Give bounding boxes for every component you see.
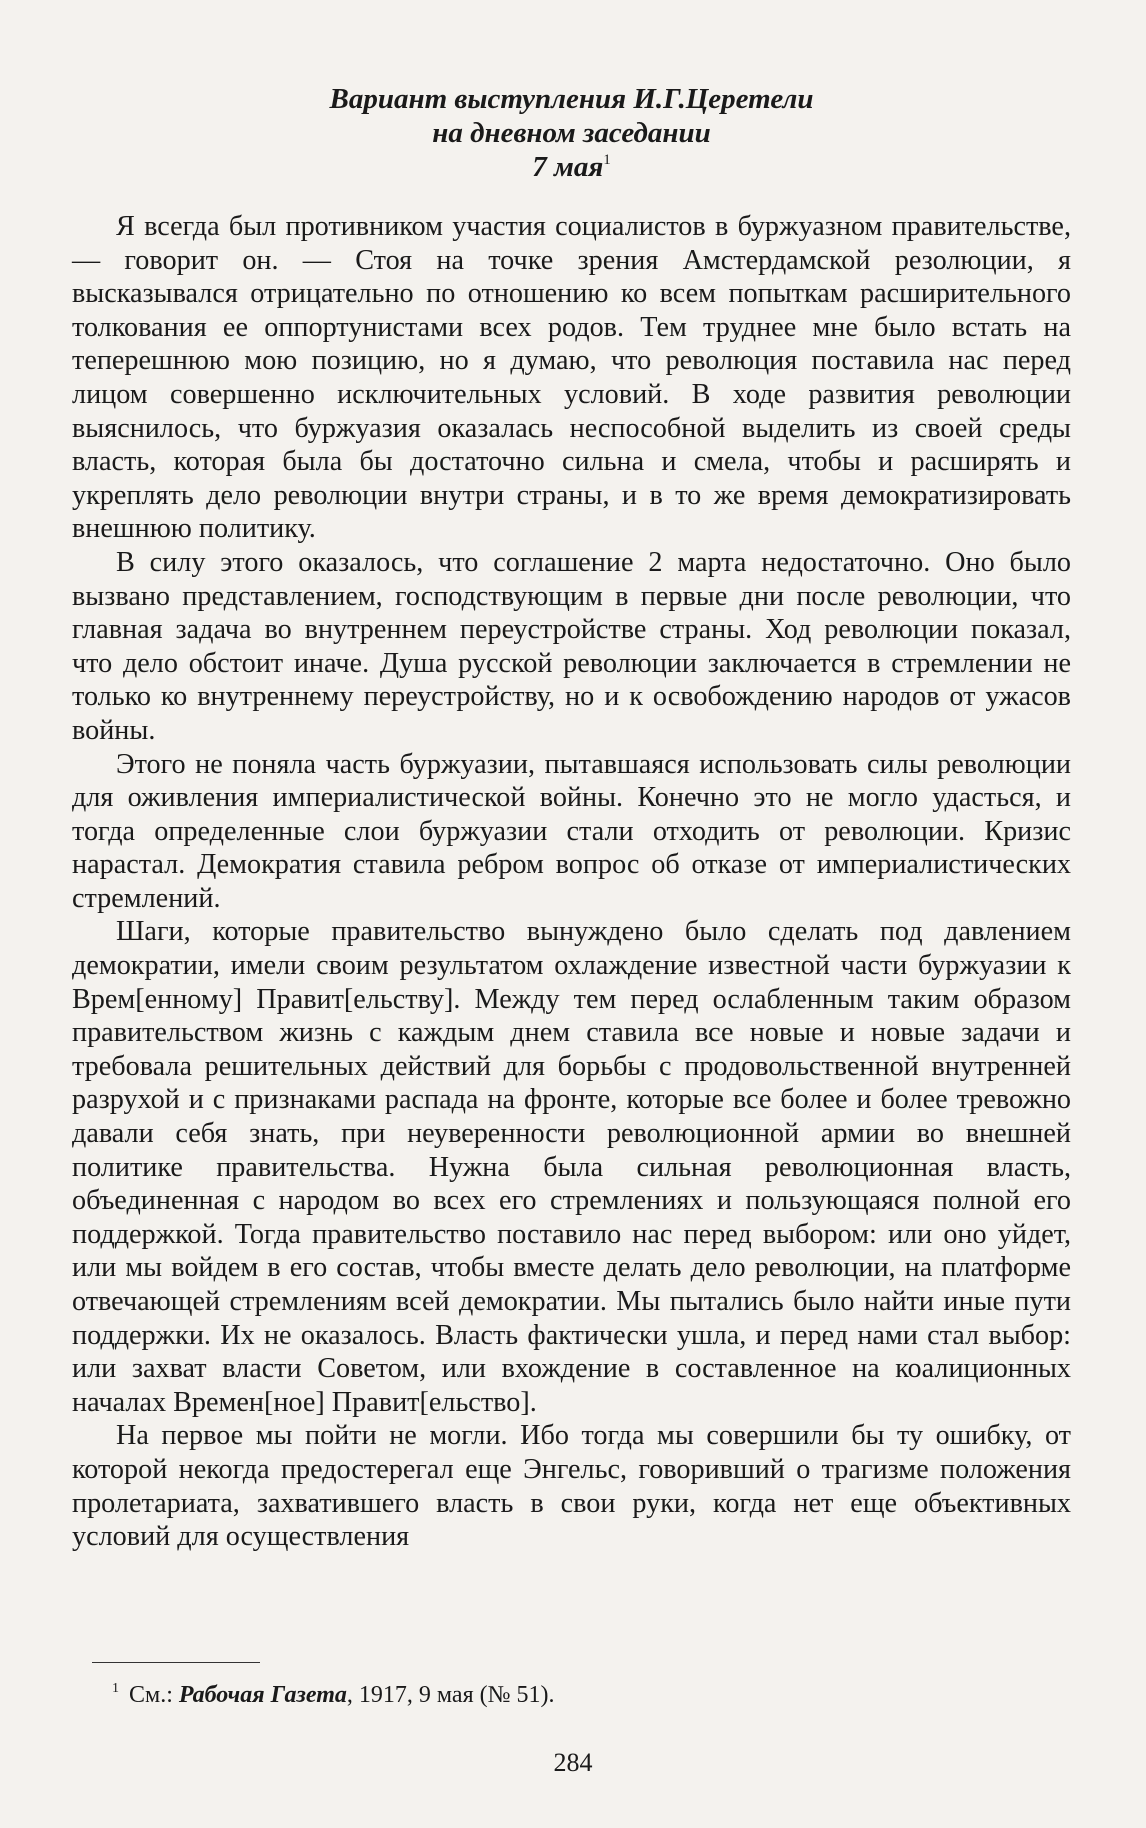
footnote bbox=[112, 1680, 555, 1710]
footnote-prefix: См.: bbox=[129, 1682, 179, 1708]
title-line-2: на дневном заседании bbox=[432, 117, 711, 149]
body-text bbox=[72, 210, 1071, 1554]
footnote-source: Рабочая Газета bbox=[178, 1682, 347, 1708]
paragraph: На первое мы пойти не могли. Ибо тогда мы совершили бы ту ошибку, от которой некогда предостерегал еще Энгельс, говоривший о трагизме положения пролетариата, захватившего власть в свои руки, когда нет еще объективных условий для осуществления bbox=[72, 1420, 1071, 1553]
paragraph: Этого не поняла часть буржуазии, пытавшаяся использовать силы революции для оживления империалистической войны. Конечно это не могло удасться, и тогда определенные слои буржуазии стали отходить от революции. Кризис нарастал. Демократия ставила ребром вопрос об отказе от империалистических стремлений. bbox=[72, 748, 1071, 914]
footnote-reference[interactable]: 1 bbox=[603, 152, 611, 168]
title-date: 7 мая bbox=[532, 151, 604, 183]
paragraph: Шаги, которые правительство вынуждено было сделать под давлением демократии, имели своим результатом охлаждение известной части буржуазии к Врем[енному] Правит[ельству]. Между тем перед ослабленным таким образом правительством жизнь с каждым днем ставила все новые и новые задачи и требовала решительных действий для борьбы с продовольственной внутренней разрухой и с признаками распада на фронте, которые все более и более тревожно давали себя знать, при неуверенности революционной армии во внешней политике правительства. Нужна была сильная революционная власть, объединенная с народом во всех его стремлениях и пользующаяся полной его поддержкой. Тогда правительство поставило нас перед выбором: или оно уйдет, или мы войдем в его состав, чтобы вместе делать дело революции, на платформе отвечающей стремлениям всей демократии. Мы пытались было найти иные пути поддержки. Их не оказалось. Власть фактически ушла, и перед нами стал выбор: или захват власти Советом, или вхождение в составленное на коалиционных началах Времен[ное] Правит[ельство]. bbox=[72, 916, 1071, 1418]
page-number: 284 bbox=[553, 1748, 593, 1777]
paragraph: В силу этого оказалось, что соглашение 2 марта недостаточно. Оно было вызвано представлением, господствующим в первые дни после революции, что главная задача во внутреннем переустройстве страны. Ход революции показал, что дело обстоит иначе. Душа русской революции заключается в стремлении не только ко внутреннему переустройству, но и к освобождению народов от ужасов войны. bbox=[72, 546, 1071, 746]
title-line-1: Вариант выступления И.Г.Церетели bbox=[329, 83, 814, 115]
footnote-details: , 1917, 9 мая (№ 51). bbox=[346, 1682, 555, 1708]
document-title bbox=[72, 82, 1071, 184]
footnote-divider bbox=[92, 1662, 260, 1663]
footnote-marker: 1 bbox=[112, 1681, 119, 1696]
title-line-3 bbox=[72, 150, 1071, 184]
paragraph: Я всегда был противником участия социалистов в буржуазном правительстве, — говорит он. — Стоя на точке зрения Амстердамской резолюции, я высказывался отрицательно по отношению ко всем попыткам расширительного толкования ее оппортунистами всех родов. Тем труднее мне было встать на теперешнюю мою позицию, но я думаю, что революция поставила нас перед лицом совершенно исключительных условий. В ходе развития революции выяснилось, что буржуазия оказалась неспособной выделить из своей среды власть, которая была бы достаточно сильна и смела, чтобы и расширять и укреплять дело революции внутри страны, и в то же время демократизировать внешнюю политику. bbox=[72, 211, 1071, 545]
